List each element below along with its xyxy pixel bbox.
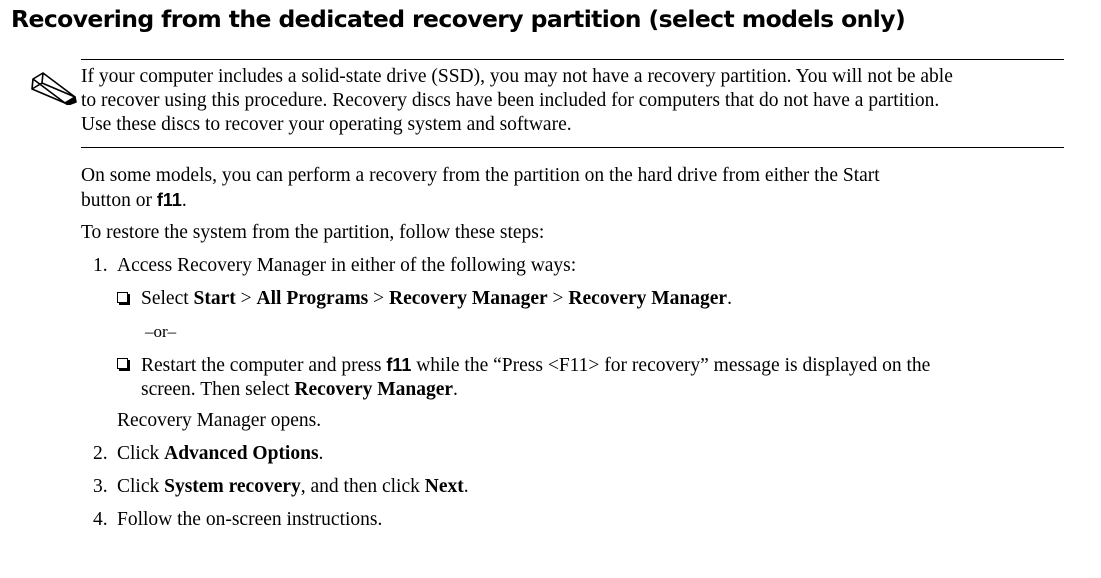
section-heading: Recovering from the dedicated recovery partition (select models only) — [11, 5, 906, 33]
note-top-rule — [81, 59, 1064, 60]
note-bottom-rule — [81, 147, 1064, 148]
note-line: Use these discs to recover your operating system and software. — [81, 114, 572, 135]
note-line: If your computer includes a solid-state drive (SSD), you may not have a recovery partition. You will not be able — [81, 66, 953, 87]
or-separator: –or– — [145, 322, 177, 341]
note-line: to recover using this procedure. Recovery discs have been included for computers that do not have a partition. — [81, 90, 940, 111]
recovery-manager-opens: Recovery Manager opens. — [117, 410, 322, 431]
step-number: 3. — [93, 476, 108, 497]
key-f11: f11 — [156, 190, 182, 210]
intro-paragraph: On some models, you can perform a recovery from the partition on the hard drive from either the Start button or f11. — [81, 165, 880, 211]
step-4: 4. Follow the on-screen instructions. — [93, 509, 383, 530]
option-1: Select Start > All Programs > Recovery Manager > Recovery Manager. — [117, 287, 732, 311]
note-text — [81, 65, 953, 137]
step-number: 1. — [93, 255, 108, 276]
key-f11: f11 — [386, 355, 412, 375]
steps-intro: To restore the system from the partition, follow these steps: — [81, 222, 545, 243]
step-1: 1. Access Recovery Manager in either of the following ways: — [93, 255, 577, 276]
option-2: Restart the computer and press f11 while the “Press <F11> for recovery” message is displayed on the screen. Then select Recovery Manager. — [117, 353, 930, 402]
checkbox-bullet-icon — [117, 358, 128, 369]
pencil-note-icon — [30, 65, 78, 105]
checkbox-bullet-icon — [117, 292, 128, 303]
step-3: 3. Click System recovery, and then click Next. — [93, 476, 469, 497]
step-number: 2. — [93, 443, 108, 464]
step-number: 4. — [93, 509, 108, 530]
step-2: 2. Click Advanced Options. — [93, 443, 324, 464]
